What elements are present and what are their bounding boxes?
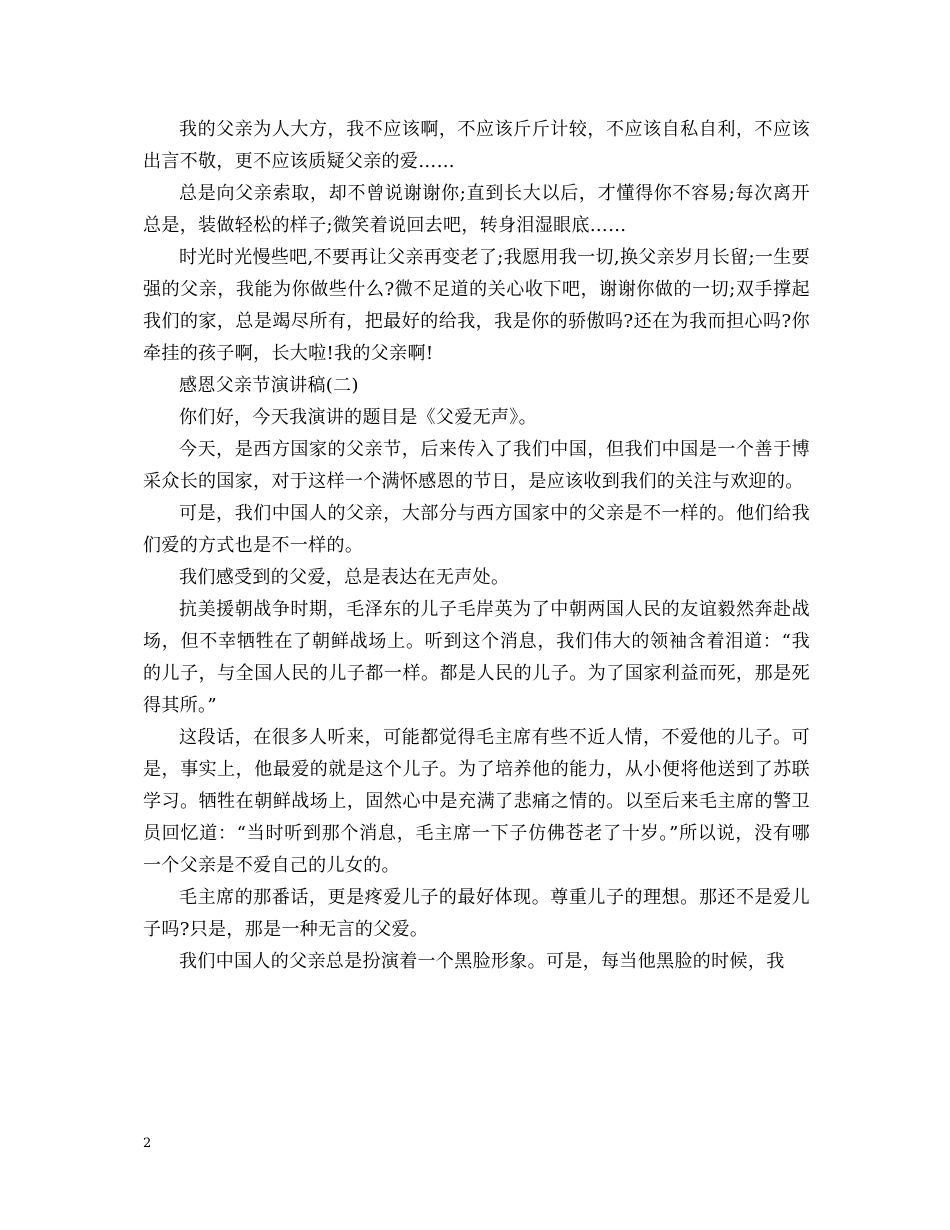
paragraph: 时光时光慢些吧,不要再让父亲再变老了;我愿用我一切,换父亲岁月长留;一生要强的父亲，我能为你做些什么?微不足道的关心收下吧，谢谢你做的一切;双手撑起我们的家，总是竭尽所有，把最好的给我，我是你的骄傲吗?还在为我而担心吗?你牵挂的孩子啊，长大啦!我的父亲啊! [143,247,810,364]
paragraph: 你们好，今天我演讲的题目是《父爱无声》。 [179,407,537,428]
document-body [143,114,810,978]
paragraph: 抗美援朝战争时期，毛泽东的儿子毛岸英为了中朝两国人民的友谊毅然奔赴战场，但不幸牺牲在了朝鲜战场上。听到这个消息，我们伟大的领袖含着泪道：“我的儿子，与全国人民的儿子都一样。都是人民的儿子。为了国家利益而死，那是死得其所。” [143,599,810,716]
paragraph: 我们感受到的父爱，总是表达在无声处。 [179,567,510,588]
paragraph: 这段话，在很多人听来，可能都觉得毛主席有些不近人情，不爱他的儿子。可是，事实上，他最爱的就是这个儿子。为了培养他的能力，从小便将他送到了苏联学习。牺牲在朝鲜战场上，固然心中是充满了悲痛之情的。以至后来毛主席的警卫员回忆道：“当时听到那个消息，毛主席一下子仿佛苍老了十岁。”所以说，没有哪一个父亲是不爱自己的儿女的。 [143,727,810,876]
paragraph: 今天，是西方国家的父亲节，后来传入了我们中国，但我们中国是一个善于博采众长的国家，对于这样一个满怀感恩的节日，是应该收到我们的关注与欢迎的。 [143,439,810,492]
paragraph: 总是向父亲索取，却不曾说谢谢你;直到长大以后，才懂得你不容易;每次离开总是，装做轻松的样子;微笑着说回去吧，转身泪湿眼底…… [143,183,810,236]
paragraph: 可是，我们中国人的父亲，大部分与西方国家中的父亲是不一样的。他们给我们爱的方式也是不一样的。 [143,503,810,556]
paragraph: 我的父亲为人大方，我不应该啊，不应该斤斤计较，不应该自私自利，不应该出言不敬，更不应该质疑父亲的爱…… [143,119,810,172]
paragraph: 毛主席的那番话，更是疼爱儿子的最好体现。尊重儿子的理想。那还不是爱儿子吗?只是，那是一种无言的父爱。 [143,887,810,940]
paragraph: 我们中国人的父亲总是扮演着一个黑脸形象。可是，每当他黑脸的时候，我 [179,951,785,972]
section-heading: 感恩父亲节演讲稿(二) [179,375,359,396]
page-number: 2 [143,1136,152,1151]
